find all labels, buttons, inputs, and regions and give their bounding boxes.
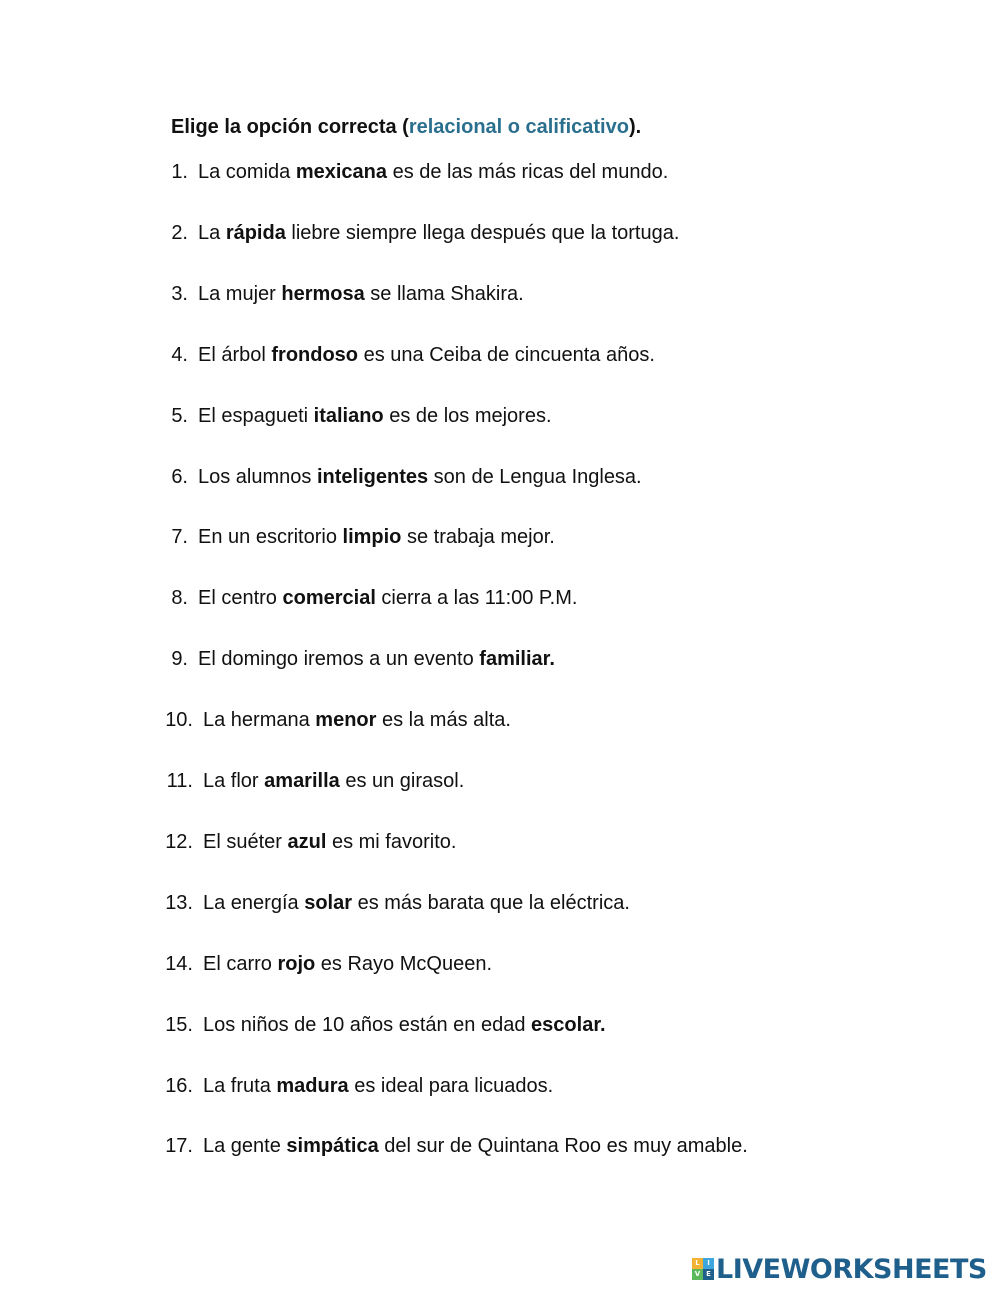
sentence-start: El centro <box>198 587 283 610</box>
target-adjective: inteligentes <box>316 465 429 488</box>
item-sentence <box>198 462 642 492</box>
logo-mark-tile: L <box>692 1258 703 1269</box>
sentence-start: La energía <box>203 891 305 914</box>
sentence-start: El suéter <box>203 830 288 853</box>
list-item <box>0 766 1000 796</box>
item-sentence <box>198 218 679 248</box>
list-item <box>0 949 1000 979</box>
item-number: 16. <box>165 1074 193 1097</box>
item-sentence <box>198 157 668 187</box>
item-sentence <box>203 1010 606 1040</box>
item-sentence <box>203 949 492 979</box>
sentence-end: cierra a las 11:00 P.M. <box>375 587 578 610</box>
target-adjective: italiano <box>313 404 384 427</box>
item-number: 15. <box>165 1013 193 1036</box>
target-adjective: rápida <box>225 221 286 244</box>
list-item <box>0 827 1000 857</box>
item-number: 5. <box>171 404 188 427</box>
sentence-start: El carro <box>203 952 278 975</box>
sentence-start: En un escritorio <box>198 526 343 549</box>
target-adjective: familiar. <box>479 648 555 671</box>
sentence-start: La flor <box>203 770 265 792</box>
list-item <box>0 401 1000 431</box>
sentence-start: La mujer <box>198 282 282 305</box>
target-adjective: azul <box>287 830 327 853</box>
item-number: 6. <box>171 465 188 488</box>
target-adjective: escolar. <box>531 1013 606 1036</box>
item-number: 8. <box>171 587 188 610</box>
target-adjective: madura <box>276 1074 349 1097</box>
list-item <box>0 157 1000 187</box>
instruction-highlight: relacional o calificativo <box>408 116 629 138</box>
item-sentence <box>203 888 630 918</box>
item-sentence <box>203 1071 553 1101</box>
sentence-end: es la más alta. <box>376 709 511 732</box>
sentence-start: El domingo iremos a un evento <box>198 648 480 671</box>
sentence-end: es más barata que la eléctrica. <box>352 891 630 914</box>
sentence-start: El espagueti <box>198 404 314 427</box>
sentence-end: se trabaja mejor. <box>401 526 555 549</box>
target-adjective: mexicana <box>295 161 388 183</box>
liveworksheets-logo <box>692 1254 987 1284</box>
logo-mark-tile: I <box>703 1258 714 1269</box>
list-item <box>0 340 1000 370</box>
item-number: 9. <box>171 648 188 671</box>
item-sentence <box>198 522 555 552</box>
item-sentence <box>203 1131 748 1161</box>
list-item <box>0 1010 1000 1040</box>
item-number: 2. <box>171 221 188 244</box>
item-sentence <box>203 705 511 735</box>
instruction-suffix: ). <box>628 116 642 138</box>
sentence-end: es ideal para licuados. <box>348 1074 554 1097</box>
list-item <box>0 705 1000 735</box>
logo-text: LIVEWORKSHEETS <box>716 1253 987 1285</box>
target-adjective: menor <box>315 709 377 732</box>
logo-mark-tile: V <box>692 1269 703 1280</box>
target-adjective: comercial <box>282 587 376 610</box>
sentence-end: liebre siempre llega después que la tortuga. <box>285 221 680 244</box>
item-sentence <box>203 827 456 857</box>
item-number: 17. <box>165 1135 193 1158</box>
sentence-end: es Rayo McQueen. <box>315 952 492 975</box>
sentence-end: es de las más ricas del mundo. <box>387 161 669 183</box>
target-adjective: amarilla <box>264 770 340 792</box>
sentence-end: es de los mejores. <box>383 404 552 427</box>
sentence-end: es un girasol. <box>339 770 465 792</box>
sentence-start: La gente <box>203 1135 287 1158</box>
item-sentence <box>198 279 524 309</box>
list-item <box>0 1131 1000 1161</box>
sentence-end: es una Ceiba de cincuenta años. <box>358 343 655 366</box>
item-number: 3. <box>171 282 188 305</box>
sentence-start: El árbol <box>198 343 272 366</box>
logo-mark-tile: E <box>703 1269 714 1280</box>
list-item <box>0 279 1000 309</box>
sentence-end: del sur de Quintana Roo es muy amable. <box>378 1135 748 1158</box>
item-number: 4. <box>171 343 188 366</box>
sentence-start: Los niños de 10 años están en edad <box>203 1013 532 1036</box>
target-adjective: rojo <box>277 952 316 975</box>
item-number: 12. <box>165 830 193 853</box>
item-number: 7. <box>171 526 188 549</box>
item-sentence <box>203 766 464 796</box>
list-item <box>0 888 1000 918</box>
item-number: 13. <box>165 891 193 914</box>
list-item <box>0 218 1000 248</box>
target-adjective: simpática <box>286 1135 379 1158</box>
sentence-end: se llama Shakira. <box>364 282 524 305</box>
item-number: 11. <box>166 770 193 792</box>
target-adjective: solar <box>304 891 353 914</box>
item-number: 10. <box>165 709 193 732</box>
instruction-prefix: Elige la opción correcta ( <box>171 116 409 138</box>
sentence-start: La comida <box>198 161 296 183</box>
target-adjective: frondoso <box>271 343 359 366</box>
sentence-end: es mi favorito. <box>326 830 457 853</box>
item-sentence <box>198 401 552 431</box>
list-item <box>0 1071 1000 1101</box>
target-adjective: hermosa <box>281 282 365 305</box>
item-number: 1. <box>171 161 188 183</box>
instruction-heading <box>171 116 641 139</box>
item-sentence <box>198 644 555 674</box>
sentence-start: La <box>198 221 226 244</box>
list-item <box>0 644 1000 674</box>
list-item <box>0 583 1000 613</box>
item-sentence <box>198 583 577 613</box>
list-item <box>0 462 1000 492</box>
item-number: 14. <box>165 952 193 975</box>
sentence-start: Los alumnos <box>198 465 317 488</box>
target-adjective: limpio <box>342 526 402 549</box>
liveworksheets-logo-icon <box>692 1258 714 1280</box>
item-sentence <box>198 340 655 370</box>
sentence-start: La hermana <box>203 709 316 732</box>
sentence-end: son de Lengua Inglesa. <box>428 465 642 488</box>
sentence-start: La fruta <box>203 1074 277 1097</box>
list-item <box>0 522 1000 552</box>
